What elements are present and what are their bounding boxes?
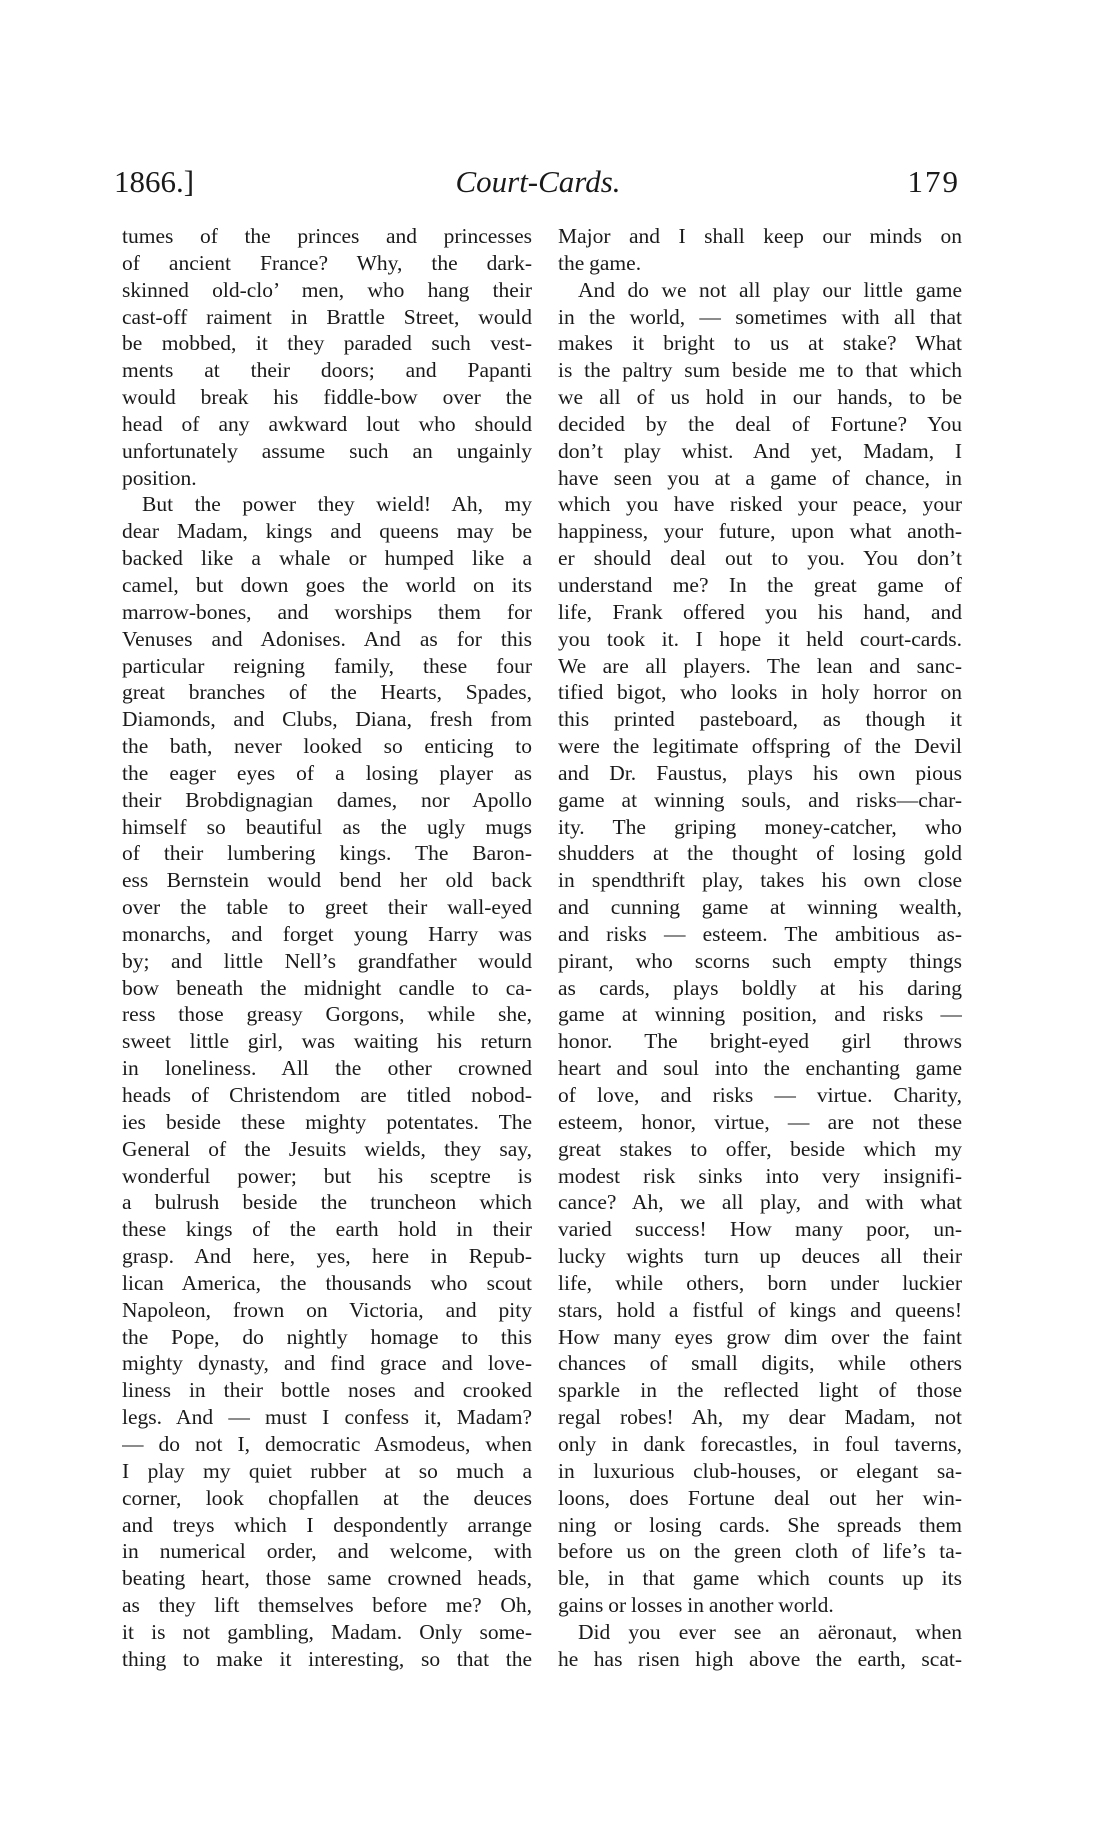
text-line: of love, and risks — virtue. Charity,: [558, 1083, 962, 1107]
text-line: tified bigot, who looks in holy horror on: [558, 680, 962, 705]
text-line: in loneliness. All the other crowned: [122, 1056, 532, 1081]
text-line: cast-off raiment in Brattle Street, would: [122, 304, 532, 329]
text-line: game at winning souls, and risks—char-: [558, 787, 962, 812]
text-line: only in dank forecastles, in foul taverns,: [558, 1431, 962, 1456]
text-line: lucky wights turn up deuces all their: [558, 1244, 962, 1269]
page-number: 179: [907, 164, 960, 199]
text-line: before us on the green cloth of life’s ta-: [558, 1539, 962, 1564]
text-line: We are all players. The lean and sanc-: [558, 653, 962, 678]
text-line: ble, in that game which counts up its: [558, 1566, 962, 1591]
text-line: their Brobdignagian dames, nor Apollo: [122, 787, 532, 812]
text-line: game at winning position, and risks —: [558, 1002, 962, 1027]
text-line: ments at their doors; and Papanti: [122, 358, 532, 383]
text-line: head of any awkward lout who should: [122, 411, 532, 436]
text-line: modest risk sinks into very insignifi-: [558, 1163, 962, 1188]
text-line: pirant, who scorns such empty things: [558, 948, 962, 973]
text-line: in the world, — sometimes with all that: [558, 304, 962, 329]
text-line: the game.: [558, 250, 642, 275]
text-line: heads of Christendom are titled nobod-: [122, 1083, 532, 1107]
text-line: camel, but down goes the world on its: [122, 572, 532, 597]
text-line: ress those greasy Gorgons, while she,: [122, 1002, 532, 1027]
text-line: grasp. And here, yes, here in Repub-: [122, 1244, 532, 1269]
text-line: marrow-bones, and worships them for: [122, 599, 532, 624]
text-line: and Dr. Faustus, plays his own pious: [558, 760, 962, 785]
text-line: Did you ever see an aëronaut, when: [578, 1619, 962, 1644]
text-line: the eager eyes of a losing player as: [122, 760, 532, 785]
text-line: makes it bright to us at stake? What: [558, 331, 962, 356]
text-line: unfortunately assume such an ungainly: [122, 438, 532, 463]
text-line: shudders at the thought of losing gold: [558, 841, 962, 866]
text-line: understand me? In the great game of: [558, 572, 962, 597]
text-line: position.: [122, 465, 197, 490]
text-line: he has risen high above the earth, scat-: [558, 1646, 962, 1671]
text-line: in numerical order, and welcome, with: [122, 1539, 532, 1564]
text-line: life, Frank offered you his hand, and: [558, 599, 962, 624]
text-line: bow beneath the midnight candle to ca-: [122, 975, 532, 1000]
text-line: dear Madam, kings and queens may be: [122, 519, 532, 544]
text-line: great stakes to offer, beside which my: [558, 1136, 962, 1161]
text-line: beating heart, those same crowned heads,: [122, 1566, 532, 1591]
text-line: a bulrush beside the truncheon which: [122, 1190, 532, 1215]
running-head-date: 1866.]: [114, 164, 195, 199]
text-line: er should deal out to you. You don’t: [558, 546, 962, 571]
text-line: decided by the deal of Fortune? You: [558, 411, 962, 436]
text-line: ity. The griping money-catcher, who: [558, 814, 962, 839]
text-line: be mobbed, it they paraded such vest-: [122, 331, 532, 356]
text-line: and cunning game at winning wealth,: [558, 895, 962, 920]
text-line: of ancient France? Why, the dark-: [122, 250, 532, 275]
text-line: great branches of the Hearts, Spades,: [122, 680, 532, 705]
text-line: and risks — esteem. The ambitious as-: [558, 921, 962, 946]
text-line: esteem, honor, virtue, — are not these: [558, 1109, 962, 1134]
text-line: sparkle in the reflected light of those: [558, 1378, 962, 1403]
text-line: mighty dynasty, and find grace and love-: [122, 1351, 532, 1376]
text-line: the Pope, do nightly homage to this: [122, 1324, 532, 1349]
text-line: and treys which I despondently arrange: [122, 1512, 532, 1537]
text-line: ning or losing cards. She spreads them: [558, 1512, 962, 1537]
text-line: regal robes! Ah, my dear Madam, not: [558, 1405, 962, 1430]
text-line: wonderful power; but his sceptre is: [122, 1163, 532, 1188]
text-line: the bath, never looked so enticing to: [122, 734, 532, 759]
text-line: — do not I, democratic Asmodeus, when: [122, 1431, 532, 1456]
text-line: gains or losses in another world.: [558, 1593, 834, 1618]
text-line: don’t play whist. And yet, Madam, I: [558, 438, 962, 463]
text-line: ess Bernstein would bend her old back: [122, 868, 532, 893]
text-line: I play my quiet rubber at so much a: [122, 1458, 532, 1483]
text-line: honor. The bright-eyed girl throws: [558, 1029, 962, 1054]
text-line: varied success! How many poor, un-: [558, 1217, 962, 1242]
text-line: ies beside these mighty potentates. The: [122, 1109, 532, 1134]
text-line: How many eyes grow dim over the faint: [558, 1324, 962, 1349]
text-line: as cards, plays boldly at his daring: [558, 975, 962, 1000]
text-column-right: [558, 223, 962, 1673]
text-line: of their lumbering kings. The Baron-: [122, 841, 532, 866]
text-line: were the legitimate offspring of the Devil: [558, 734, 962, 759]
text-line: skinned old-clo’ men, who hang their: [122, 277, 532, 302]
text-line: And do we not all play our little game: [578, 277, 962, 302]
text-line: tumes of the princes and princesses: [122, 224, 532, 248]
text-line: is the paltry sum beside me to that which: [558, 358, 962, 383]
text-line: would break his fiddle-bow over the: [122, 385, 532, 410]
text-line: Diamonds, and Clubs, Diana, fresh from: [122, 707, 532, 732]
text-line: But the power they wield! Ah, my: [142, 492, 532, 517]
text-line: over the table to greet their wall-eyed: [122, 895, 532, 920]
text-line: backed like a whale or humped like a: [122, 546, 532, 571]
text-line: by; and little Nell’s grandfather would: [122, 948, 532, 973]
text-column-left: [122, 223, 532, 1673]
running-head-title: Court-Cards.: [455, 164, 621, 199]
text-line: stars, hold a fistful of kings and queens!: [558, 1297, 962, 1322]
text-line: have seen you at a game of chance, in: [558, 465, 962, 490]
text-line: Napoleon, frown on Victoria, and pity: [122, 1297, 532, 1322]
text-line: loons, does Fortune deal out her win-: [558, 1485, 962, 1510]
text-line: liness in their bottle noses and crooked: [122, 1378, 532, 1403]
text-line: General of the Jesuits wields, they say,: [122, 1136, 532, 1161]
text-line: cance? Ah, we all play, and with what: [558, 1190, 962, 1215]
text-line: himself so beautiful as the ugly mugs: [122, 814, 532, 839]
text-line: which you have risked your peace, your: [558, 492, 962, 517]
text-line: these kings of the earth hold in their: [122, 1217, 532, 1242]
text-line: Major and I shall keep our minds on: [558, 224, 962, 248]
text-line: in luxurious club-houses, or elegant sa-: [558, 1458, 962, 1483]
text-line: corner, look chopfallen at the deuces: [122, 1485, 532, 1510]
text-line: as they lift themselves before me? Oh,: [122, 1593, 532, 1618]
text-line: happiness, your future, upon what anoth-: [558, 519, 962, 544]
text-line: thing to make it interesting, so that the: [122, 1646, 532, 1671]
text-line: Venuses and Adonises. And as for this: [122, 626, 532, 651]
text-line: monarchs, and forget young Harry was: [122, 921, 532, 946]
text-line: chances of small digits, while others: [558, 1351, 962, 1376]
text-line: you took it. I hope it held court-cards.: [558, 626, 962, 651]
text-line: this printed pasteboard, as though it: [558, 707, 962, 732]
text-line: sweet little girl, was waiting his return: [122, 1029, 532, 1054]
text-line: life, while others, born under luckier: [558, 1270, 962, 1295]
text-line: we all of us hold in our hands, to be: [558, 385, 962, 410]
text-line: heart and soul into the enchanting game: [558, 1056, 962, 1081]
text-line: particular reigning family, these four: [122, 653, 532, 678]
text-line: lican America, the thousands who scout: [122, 1270, 532, 1295]
text-line: it is not gambling, Madam. Only some-: [122, 1619, 532, 1644]
text-line: in spendthrift play, takes his own close: [558, 868, 962, 893]
text-line: legs. And — must I confess it, Madam?: [122, 1405, 532, 1430]
